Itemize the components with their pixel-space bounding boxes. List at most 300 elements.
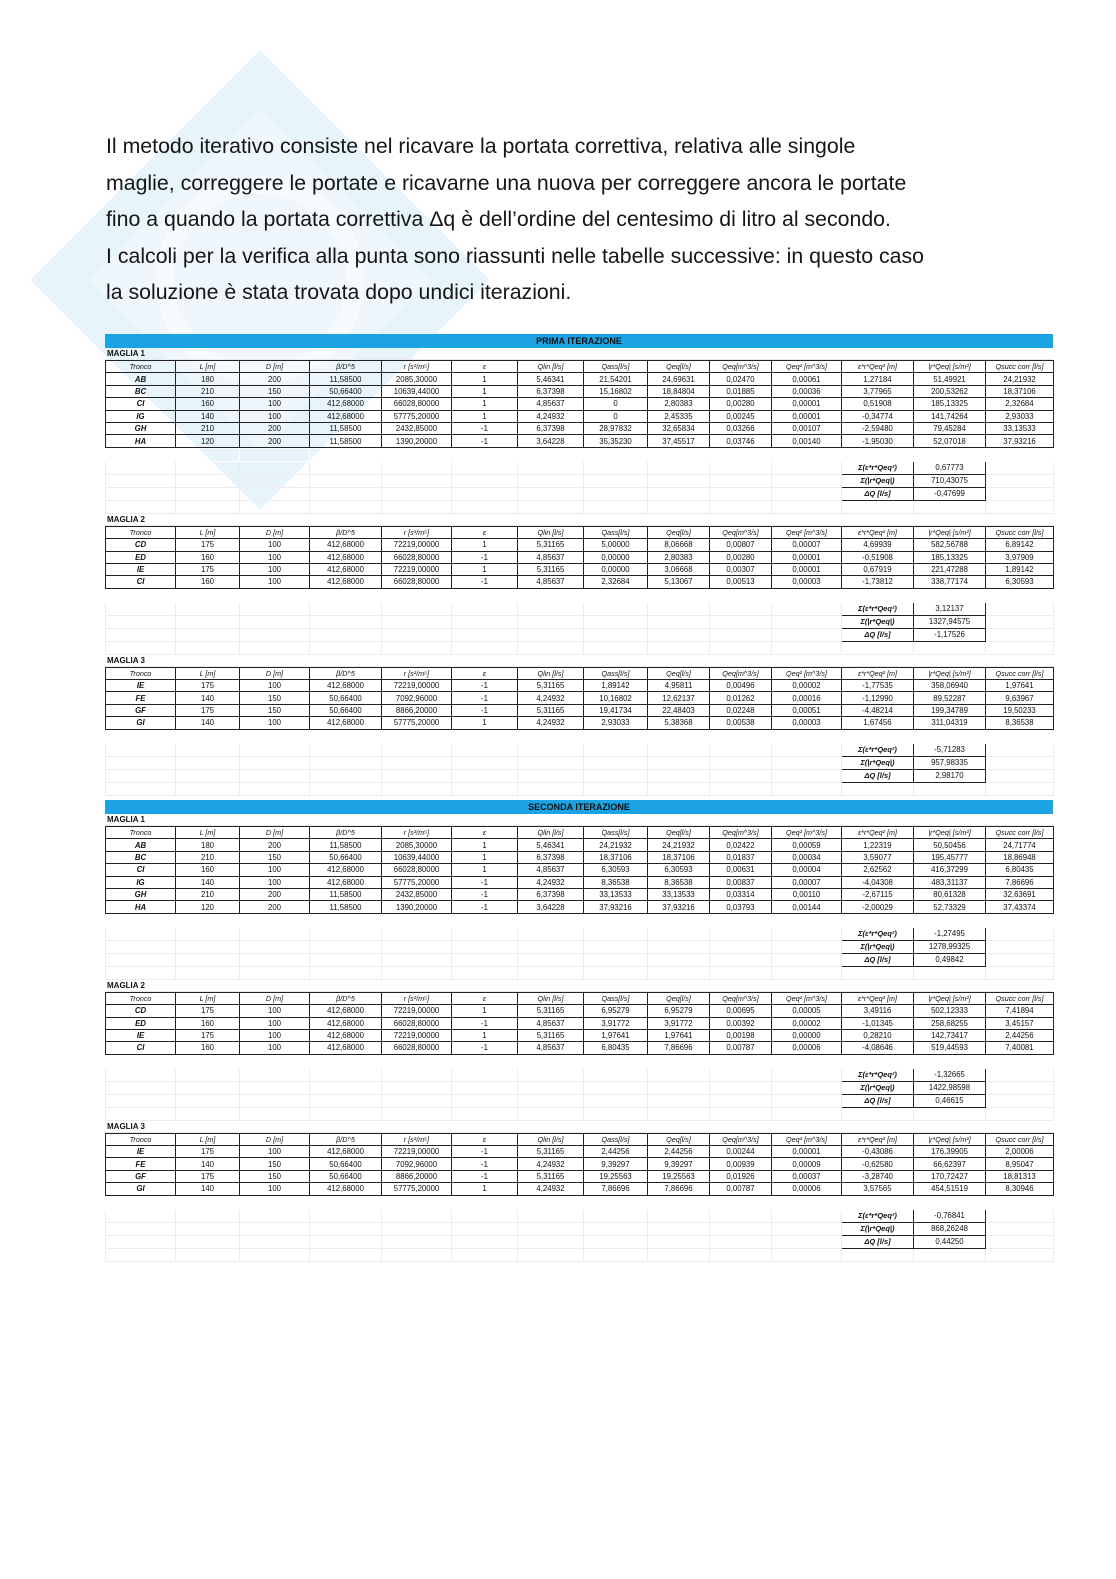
value-cell: 0,00631 [710,864,772,876]
column-header: Qeq[l/s] [648,1133,710,1145]
blank-cell [914,589,986,602]
value-cell: 3,45157 [986,1017,1054,1029]
value-cell: 11,58500 [310,839,382,851]
grid-cell [382,628,452,641]
value-cell: 100 [240,1029,310,1041]
value-cell: 66028,80000 [382,864,452,876]
grid-cell [310,756,382,769]
value-cell: 19,50233 [986,704,1054,716]
grid-cell [914,782,986,795]
value-cell: 175 [176,1005,240,1017]
spacer-row [106,641,1054,654]
value-cell: 140 [176,1158,240,1170]
value-cell: 0,00001 [772,551,842,563]
value-cell: 6,80435 [584,1042,648,1054]
grid-cell [310,1222,382,1235]
value-cell: 1,97641 [986,680,1054,692]
grid-cell [986,615,1054,628]
value-cell: 412,68000 [310,576,382,588]
blank-cell [772,730,842,743]
blank-cell [914,1196,986,1209]
column-header: r [s²/m⁵] [382,526,452,538]
grid-cell [452,769,518,782]
grid-cell [382,641,452,654]
grid-cell [452,1068,518,1081]
summary-row [106,953,1054,966]
blank-cell [584,448,648,461]
value-cell: 412,68000 [310,539,382,551]
value-cell: 185,13325 [914,551,986,563]
column-header: ε [452,526,518,538]
tronco-cell: FE [106,1158,176,1170]
value-cell: 1,22319 [842,839,914,851]
value-cell: 72219,00000 [382,539,452,551]
value-cell: 0,00307 [710,563,772,575]
blank-cell [584,1055,648,1068]
value-cell: 2,62562 [842,864,914,876]
grid-cell [648,756,710,769]
blank-cell [176,914,240,927]
value-cell: -1 [452,876,518,888]
grid-cell [310,461,382,474]
value-cell: 120 [176,435,240,447]
value-cell: 8,36538 [584,876,648,888]
grid-cell [772,1222,842,1235]
summary-row [106,1235,1054,1248]
spacer-row [106,782,1054,795]
grid-cell [648,1209,710,1222]
grid-cell [176,628,240,641]
grid-cell [310,743,382,756]
grid-cell [986,769,1054,782]
blank-cell [584,1196,648,1209]
grid-cell [240,940,310,953]
value-cell: 8,36538 [986,717,1054,729]
column-header: Qeq[l/s] [648,526,710,538]
grid-cell [518,641,584,654]
value-cell: -1 [452,435,518,447]
value-cell: 50,66400 [310,851,382,863]
spacer-row [106,1196,1054,1209]
value-cell: 15,16802 [584,385,648,397]
tronco-cell: GI [106,717,176,729]
column-header: L [m] [176,526,240,538]
grid-cell [452,615,518,628]
summary-label: Σ(|r*Qeq|) [842,940,914,953]
grid-cell [584,782,648,795]
grid-cell [518,940,584,953]
summary-label: Σ(ε*r*Qeq²) [842,927,914,940]
tronco-cell: CI [106,1042,176,1054]
maglia-label: MAGLIA 3 [105,1121,1053,1133]
blank-cell [176,730,240,743]
maglia-label: MAGLIA 2 [105,514,1053,526]
grid-cell [772,743,842,756]
value-cell: 1 [452,410,518,422]
blank-cell [772,448,842,461]
value-cell: 200 [240,422,310,434]
summary-label: Σ(ε*r*Qeq²) [842,1068,914,1081]
value-cell: 18,86948 [986,851,1054,863]
grid-cell [648,641,710,654]
grid-cell [772,487,842,500]
grid-cell [240,1094,310,1107]
tronco-cell: IE [106,680,176,692]
tronco-cell: ED [106,1017,176,1029]
grid-cell [710,769,772,782]
grid-cell [382,1068,452,1081]
grid-cell [648,769,710,782]
grid-cell [584,474,648,487]
value-cell: 7,86696 [648,1042,710,1054]
column-header: L [m] [176,361,240,373]
value-cell: 1 [452,839,518,851]
value-cell: 0,00003 [772,576,842,588]
summary-row [106,628,1054,641]
table-row [106,385,1054,397]
grid-cell [710,782,772,795]
grid-cell [382,940,452,953]
grid-cell [452,1222,518,1235]
value-cell: 175 [176,563,240,575]
value-cell: 57775,20000 [382,410,452,422]
grid-cell [986,782,1054,795]
tronco-cell: CD [106,539,176,551]
value-cell: -2,59480 [842,422,914,434]
value-cell: 100 [240,1183,310,1195]
blank-cell [518,1055,584,1068]
value-cell: 210 [176,851,240,863]
summary-value: 1278,99325 [914,940,986,953]
tronco-cell: FE [106,692,176,704]
column-header: ε [452,667,518,679]
grid-cell [648,1222,710,1235]
column-header: D [m] [240,667,310,679]
table-row [106,888,1054,900]
grid-cell [310,1081,382,1094]
column-header: β/D^5 [310,361,382,373]
blank-cell [986,1196,1054,1209]
grid-cell [452,953,518,966]
tronco-cell: GH [106,888,176,900]
value-cell: 5,31165 [518,704,584,716]
grid-cell [382,953,452,966]
grid-cell [176,940,240,953]
grid-cell [176,487,240,500]
column-header: L [m] [176,827,240,839]
column-header: Tronco [106,1133,176,1145]
blank-cell [310,589,382,602]
grid-cell [310,953,382,966]
value-cell: 140 [176,876,240,888]
grid-cell [240,641,310,654]
grid-cell [648,940,710,953]
value-cell: 66028,80000 [382,551,452,563]
blank-cell [106,1196,176,1209]
grid-cell [648,1107,710,1120]
table-row [106,704,1054,716]
value-cell: 5,31165 [518,1005,584,1017]
value-cell: 1390,20000 [382,901,452,913]
grid-cell [914,641,986,654]
value-cell: 100 [240,410,310,422]
column-header: ε [452,1133,518,1145]
value-cell: 412,68000 [310,1017,382,1029]
grid-cell [452,940,518,953]
value-cell: 0,00140 [772,435,842,447]
summary-value: 0,49842 [914,953,986,966]
grid-cell [240,927,310,940]
intro-line-5: la soluzione è stata trovata dopo undici iterazioni. [106,280,572,305]
blank-cell [452,914,518,927]
blank-cell [310,448,382,461]
value-cell: 200,53262 [914,385,986,397]
grid-cell [452,1209,518,1222]
blank-cell [518,914,584,927]
summary-row [106,1209,1054,1222]
tronco-cell: GF [106,1170,176,1182]
grid-cell [518,1107,584,1120]
grid-cell [176,641,240,654]
grid-cell [106,1107,176,1120]
value-cell: 6,30593 [986,576,1054,588]
value-cell: 7,41894 [986,1005,1054,1017]
grid-cell [382,487,452,500]
value-cell: 3,64228 [518,901,584,913]
value-cell: 33,13533 [986,422,1054,434]
grid-cell [176,782,240,795]
value-cell: 1,89142 [584,680,648,692]
grid-cell [106,461,176,474]
grid-cell [310,1248,382,1261]
grid-cell [518,615,584,628]
blank-cell [240,448,310,461]
grid-cell [382,756,452,769]
value-cell: 66028,80000 [382,1017,452,1029]
value-cell: 33,13533 [648,888,710,900]
value-cell: 7,86696 [986,876,1054,888]
grid-cell [986,940,1054,953]
value-cell: 0,00007 [772,539,842,551]
summary-value: -0,47699 [914,487,986,500]
grid-cell [310,474,382,487]
blank-cell [518,1196,584,1209]
grid-cell [176,756,240,769]
blank-cell [710,448,772,461]
summary-row [106,927,1054,940]
column-header: Qlin [l/s] [518,667,584,679]
grid-cell [842,782,914,795]
column-header: Qeq[m^3/s] [710,827,772,839]
value-cell: 0,03266 [710,422,772,434]
summary-row [106,602,1054,615]
table-row [106,410,1054,422]
grid-cell [382,966,452,979]
column-header: r [s²/m⁵] [382,361,452,373]
value-cell: 52,73329 [914,901,986,913]
value-cell: 6,30593 [648,864,710,876]
value-cell: 160 [176,576,240,588]
summary-row [106,474,1054,487]
grid-cell [772,628,842,641]
grid-cell [310,602,382,615]
blank-cell [986,1055,1054,1068]
value-cell: 0,00538 [710,717,772,729]
grid-cell [772,927,842,940]
maglia-label: MAGLIA 1 [105,348,1053,360]
value-cell: 5,31165 [518,1170,584,1182]
grid-cell [382,1235,452,1248]
blank-cell [986,589,1054,602]
grid-cell [648,927,710,940]
value-cell: 4,95811 [648,680,710,692]
summary-value: -1,17526 [914,628,986,641]
value-cell: 200 [240,888,310,900]
value-cell: 19,41734 [584,704,648,716]
value-cell: 160 [176,1042,240,1054]
grid-cell [518,1248,584,1261]
value-cell: 19,25563 [584,1170,648,1182]
value-cell: 0,00000 [772,1029,842,1041]
value-cell: 1390,20000 [382,435,452,447]
column-header: ε*r*Qeq² [m] [842,827,914,839]
value-cell: 18,81313 [986,1170,1054,1182]
summary-label: Σ(|r*Qeq|) [842,756,914,769]
value-cell: 0,00037 [772,1170,842,1182]
grid-cell [382,500,452,513]
grid-cell [986,1094,1054,1107]
summary-label: ΔQ [l/s] [842,1094,914,1107]
grid-cell [240,1222,310,1235]
grid-cell [518,782,584,795]
grid-cell [986,966,1054,979]
value-cell: 1,67456 [842,717,914,729]
value-cell: 199,34789 [914,704,986,716]
grid-cell [310,500,382,513]
grid-cell [176,769,240,782]
grid-cell [986,461,1054,474]
grid-cell [240,953,310,966]
value-cell: 32,65834 [648,422,710,434]
grid-cell [518,1068,584,1081]
value-cell: 33,13533 [584,888,648,900]
tronco-cell: CI [106,576,176,588]
value-cell: 4,24932 [518,876,584,888]
column-header: Qeq[m^3/s] [710,361,772,373]
grid-cell [176,1235,240,1248]
grid-cell [176,1094,240,1107]
column-header: β/D^5 [310,992,382,1004]
grid-cell [310,487,382,500]
value-cell: 100 [240,1042,310,1054]
value-cell: 0,00280 [710,551,772,563]
value-cell: 210 [176,385,240,397]
grid-cell [710,474,772,487]
table-row [106,717,1054,729]
value-cell: 10,16802 [584,692,648,704]
table-row [106,551,1054,563]
table-row [106,839,1054,851]
value-cell: -1 [452,422,518,434]
column-header: Tronco [106,992,176,1004]
value-cell: 4,85637 [518,1017,584,1029]
column-header: Qeq[l/s] [648,361,710,373]
value-cell: 8,30946 [986,1183,1054,1195]
grid-cell [986,602,1054,615]
grid-cell [176,1209,240,1222]
grid-cell [452,782,518,795]
blank-cell [584,589,648,602]
value-cell: 37,93216 [648,901,710,913]
value-cell: 1 [452,539,518,551]
grid-cell [648,953,710,966]
summary-row [106,756,1054,769]
grid-cell [648,966,710,979]
tronco-cell: IE [106,1029,176,1041]
grid-cell [584,487,648,500]
value-cell: 24,71774 [986,839,1054,851]
value-cell: 0,00245 [710,410,772,422]
value-cell: -1 [452,1042,518,1054]
grid-cell [986,756,1054,769]
blank-cell [240,589,310,602]
value-cell: 258,68255 [914,1017,986,1029]
spacer-row [106,1055,1054,1068]
table-row [106,1158,1054,1170]
value-cell: 412,68000 [310,1183,382,1195]
value-cell: 100 [240,1005,310,1017]
value-cell: -0,34774 [842,410,914,422]
column-header: ε*r*Qeq² [m] [842,992,914,1004]
value-cell: 1,89142 [986,563,1054,575]
summary-label: Σ(ε*r*Qeq²) [842,461,914,474]
value-cell: 160 [176,864,240,876]
blank-cell [986,914,1054,927]
summary-value: -0,76841 [914,1209,986,1222]
summary-table [105,448,1054,514]
value-cell: 3,49116 [842,1005,914,1017]
column-header: ε [452,827,518,839]
iteration-1 [105,334,1053,796]
value-cell: 5,31165 [518,539,584,551]
blank-cell [772,589,842,602]
value-cell: 32,63691 [986,888,1054,900]
blank-cell [842,448,914,461]
grid-cell [518,756,584,769]
grid-cell [772,1248,842,1261]
blank-cell [648,448,710,461]
grid-cell [648,1081,710,1094]
column-header: Qlin [l/s] [518,1133,584,1145]
grid-cell [772,602,842,615]
blank-cell [452,1196,518,1209]
column-header: ε [452,361,518,373]
value-cell: 175 [176,704,240,716]
value-cell: 412,68000 [310,551,382,563]
grid-cell [240,756,310,769]
column-header: Qsucc corr [l/s] [986,992,1054,1004]
value-cell: 4,69939 [842,539,914,551]
grid-cell [772,615,842,628]
grid-cell [240,628,310,641]
summary-table [105,1055,1054,1121]
grid-cell [648,474,710,487]
value-cell: 483,31137 [914,876,986,888]
value-cell: 0,51908 [842,398,914,410]
blank-cell [914,914,986,927]
column-header: Qass[l/s] [584,827,648,839]
grid-cell [842,500,914,513]
